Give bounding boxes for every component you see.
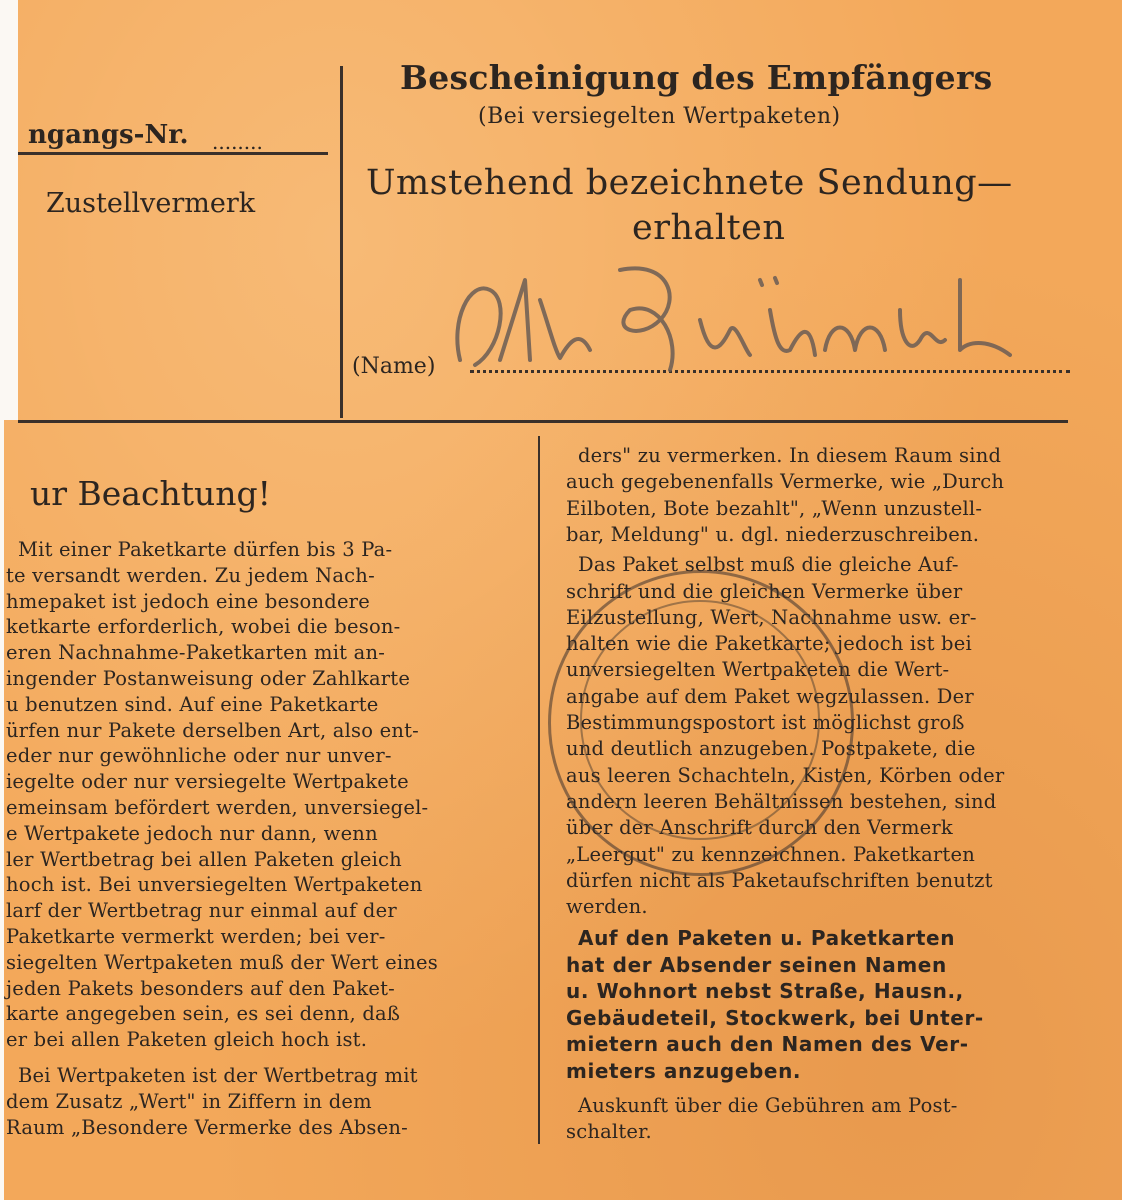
text-line: unversiegelten Wertpaketen die Wert-	[566, 658, 950, 682]
text-line: ingender Postanweisung oder Zahlkarte	[6, 667, 411, 690]
notice-heading: ur Beachtung!	[30, 474, 271, 513]
text-line: iegelte oder nur versiegelte Wertpakete	[6, 770, 409, 794]
text-line: werden.	[566, 895, 648, 919]
page-title: Bescheinigung des Empfängers	[400, 58, 993, 97]
text-line: halten wie die Paketkarte; jedoch ist bei	[566, 632, 972, 656]
text-line: angabe auf dem Paket wegzulassen. Der	[566, 684, 974, 708]
postmark-stamp-inner	[580, 600, 820, 840]
text-line: ders" zu vermerken. In diesem Raum sind	[578, 444, 1002, 467]
text-line: „Leergut" zu kennzeichnen. Paketkarten	[566, 842, 975, 866]
text-line: e Wertpakete jedoch nur dann, wenn	[6, 821, 378, 845]
text-line: auch gegebenenfalls Vermerke, wie „Durch	[566, 470, 1005, 494]
page-subtitle: (Bei versiegelten Wertpaketen)	[478, 104, 841, 129]
torn-edge-lower	[0, 420, 4, 1200]
text-line: mieters anzugeben.	[566, 1059, 802, 1083]
text-line: andern leeren Behältnissen bestehen, sind	[566, 789, 997, 813]
receipt-line-1: Umstehend bezeichnete Sendung—	[366, 163, 1013, 203]
divider-vertical-columns	[538, 436, 540, 1144]
text-line: siegelten Wertpaketen muß der Wert eines	[6, 950, 438, 974]
text-line: er bei allen Paketen gleich hoch ist.	[6, 1028, 368, 1052]
text-line: hoch ist. Bei unversiegelten Wertpaketen	[6, 873, 423, 897]
eingang-dots: ........	[212, 130, 263, 154]
text-line: dem Zusatz „Wert" in Ziffern in dem	[6, 1089, 372, 1113]
handwritten-signature	[430, 240, 1030, 390]
text-line: ler Wertbetrag bei allen Paketen gleich	[6, 847, 402, 871]
divider-vertical-top	[340, 66, 343, 418]
text-line: Eilboten, Bote bezahlt", „Wenn unzustell-	[566, 496, 983, 520]
text-line: Eilzustellung, Wert, Nachnahme usw. er-	[566, 605, 977, 629]
text-line: bar, Meldung" u. dgl. niederzuschreiben.	[566, 522, 980, 546]
text-line: und deutlich anzugeben. Postpakete, die	[566, 737, 976, 761]
text-line: emeinsam befördert werden, unversiegel-	[6, 796, 429, 819]
text-line: aus leeren Schachteln, Kisten, Körben oder	[566, 763, 1005, 787]
text-line: Mit einer Paketkarte dürfen bis 3 Pa-	[18, 538, 393, 561]
text-line: mietern auch den Namen des Ver-	[566, 1032, 969, 1057]
text-line: ketkarte erforderlich, wobei die beson-	[6, 615, 401, 639]
eingang-label: ngangs-Nr.	[28, 120, 189, 150]
divider-horizontal-main	[18, 420, 1068, 423]
divider-eingang	[18, 152, 328, 155]
text-line: dürfen nicht als Paketaufschriften benutzt	[566, 868, 993, 892]
text-line: karte angegeben sein, es sei denn, daß	[6, 1002, 401, 1026]
name-label: (Name)	[352, 354, 436, 379]
text-line: eren Nachnahme-Paketkarten mit an-	[6, 641, 385, 665]
receipt-line-2: erhalten	[632, 208, 786, 248]
text-line: über der Anschrift durch den Vermerk	[566, 816, 953, 840]
text-line: schrift und die gleichen Vermerke über	[566, 579, 963, 603]
text-line: u benutzen sind. Auf eine Paketkarte	[6, 692, 379, 716]
zustell-label: Zustellvermerk	[46, 188, 256, 219]
text-line: Bei Wertpaketen ist der Wertbetrag mit	[18, 1064, 418, 1087]
torn-edge	[0, 0, 18, 420]
text-line: Auf den Paketen u. Paketkarten	[578, 926, 956, 950]
text-line: Das Paket selbst muß die gleiche Auf-	[578, 553, 959, 577]
text-line: jeden Pakets besonders auf den Paket-	[6, 976, 395, 1000]
text-line: u. Wohnort nebst Straße, Hausn.,	[566, 979, 964, 1004]
text-line: larf der Wertbetrag nur einmal auf der	[6, 899, 397, 923]
text-line: Auskunft über die Gebühren am Post-	[578, 1094, 958, 1117]
text-line: Paketkarte vermerkt werden; bei ver-	[6, 925, 386, 948]
text-line: te versandt werden. Zu jedem Nach-	[6, 563, 375, 587]
text-line: Raum „Besondere Vermerke des Absen-	[6, 1115, 408, 1139]
text-line: Bestimmungspostort ist möglichst groß	[566, 711, 965, 734]
text-line: schalter.	[566, 1120, 652, 1143]
text-line: ürfen nur Pakete derselben Art, also ent-	[6, 718, 419, 742]
text-line: hat der Absender seinen Namen	[566, 952, 947, 977]
text-line: eder nur gewöhnliche oder nur unver-	[6, 744, 392, 768]
text-line: hmepaket ist jedoch eine besondere	[6, 589, 370, 613]
text-line: Gebäudeteil, Stockwerk, bei Unter-	[566, 1005, 984, 1030]
